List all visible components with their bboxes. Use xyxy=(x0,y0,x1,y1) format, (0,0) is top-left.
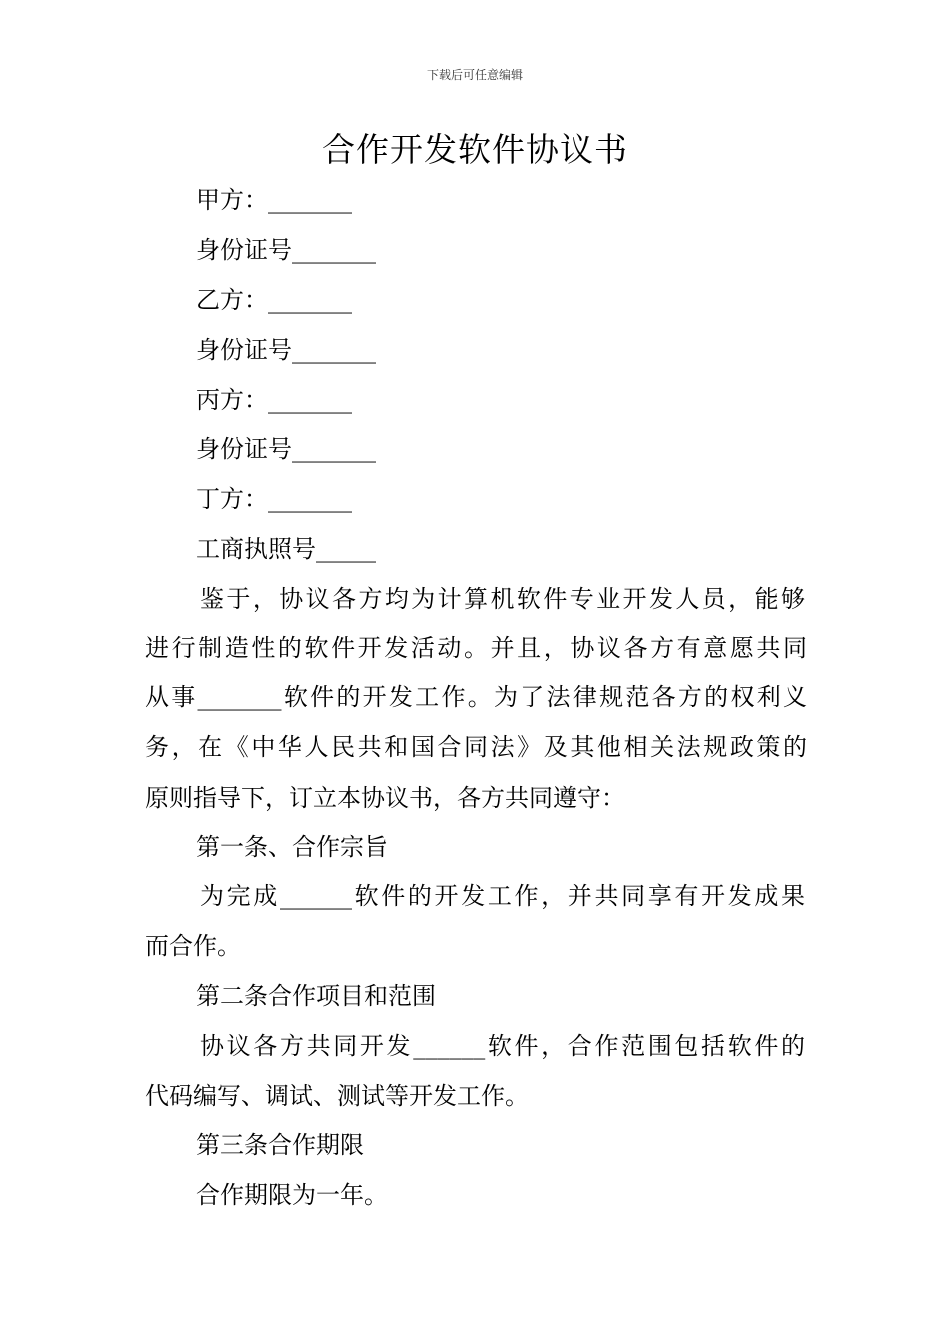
party-blank: _______ xyxy=(268,485,352,513)
party-blank: _______ xyxy=(292,336,376,364)
party-line-jia xyxy=(196,184,352,216)
document-title: 合作开发软件协议书 xyxy=(322,130,628,169)
party-blank: _______ xyxy=(268,286,352,314)
article-heading: 第二条合作项目和范围 xyxy=(196,982,436,1010)
party-blank: _______ xyxy=(268,186,352,214)
article-heading: 第三条合作期限 xyxy=(196,1131,364,1159)
preamble-line: 从事_______软件的开发工作。为了法律规范各方的权利义 xyxy=(145,683,807,711)
preamble-line: 鉴于，协议各方均为计算机软件专业开发人员，能够 xyxy=(200,585,805,613)
article-heading: 第一条、合作宗旨 xyxy=(196,833,388,861)
article-line: 代码编写、调试、测试等开发工作。 xyxy=(145,1082,529,1110)
preamble-line: 原则指导下，订立本协议书，各方共同遵守： xyxy=(145,784,625,812)
party-line-jia-id xyxy=(196,234,376,266)
preamble-line: 务，在《中华人民共和国合同法》及其他相关法规政策的 xyxy=(145,733,807,761)
party-line-ding xyxy=(196,483,352,515)
party-label: 身份证号 xyxy=(196,435,292,463)
party-line-ding-license xyxy=(196,533,376,565)
party-label: 丙方： xyxy=(196,386,268,414)
party-label: 甲方： xyxy=(196,186,268,214)
party-blank: _______ xyxy=(292,236,376,264)
party-label: 丁方： xyxy=(196,485,268,513)
header-note: 下载后可任意编辑 xyxy=(426,68,523,82)
party-line-yi-id xyxy=(196,334,376,366)
party-label: 工商执照号 xyxy=(196,535,316,563)
preamble-line: 进行制造性的软件开发活动。并且，协议各方有意愿共同 xyxy=(145,634,807,662)
party-blank: _______ xyxy=(268,386,352,414)
party-line-yi xyxy=(196,284,352,316)
party-line-bing-id xyxy=(196,433,376,465)
party-label: 乙方： xyxy=(196,286,268,314)
article-line: 合作期限为一年。 xyxy=(196,1181,388,1209)
party-line-bing xyxy=(196,384,352,416)
party-label: 身份证号 xyxy=(196,336,292,364)
article-line: 而合作。 xyxy=(145,932,241,960)
article-line: 协议各方共同开发______软件，合作范围包括软件的 xyxy=(200,1032,805,1060)
party-blank: _______ xyxy=(292,435,376,463)
party-label: 身份证号 xyxy=(196,236,292,264)
party-blank: _____ xyxy=(316,535,376,563)
article-line: 为完成______软件的开发工作，并共同享有开发成果 xyxy=(200,882,805,910)
